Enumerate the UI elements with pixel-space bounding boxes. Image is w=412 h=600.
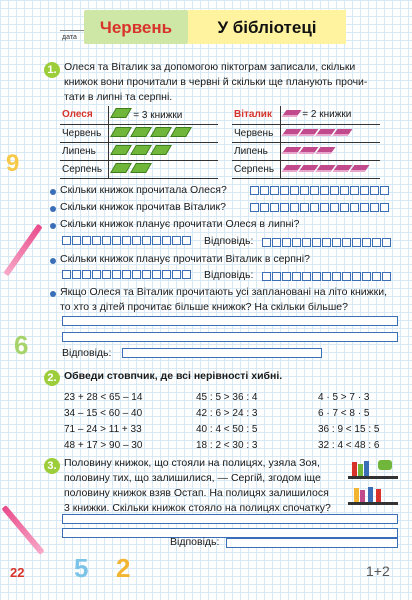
text-line: половину тих, що залишилися, — Сергій, згодом іще bbox=[64, 472, 321, 484]
answer-cell[interactable] bbox=[290, 186, 299, 195]
answer-field[interactable] bbox=[226, 538, 398, 548]
bullet bbox=[50, 291, 56, 297]
inequality: 6 · 7 < 8 · 5 bbox=[318, 408, 370, 419]
month-title: Червень bbox=[99, 18, 173, 37]
answer-cell[interactable] bbox=[272, 238, 281, 247]
answer-cell[interactable] bbox=[112, 270, 121, 279]
answer-cell[interactable] bbox=[62, 236, 71, 245]
inequality: 23 + 28 < 65 – 14 bbox=[64, 392, 143, 403]
answer-cell[interactable] bbox=[92, 270, 101, 279]
question: Скільки книжок прочитала Олеся? bbox=[60, 184, 227, 196]
answer-cell[interactable] bbox=[72, 236, 81, 245]
task-number: 2. bbox=[44, 370, 60, 386]
row-label: Серпень bbox=[232, 160, 280, 178]
answer-cell[interactable] bbox=[182, 270, 191, 279]
answer-cell[interactable] bbox=[380, 203, 389, 212]
olesia-name: Олеся bbox=[60, 106, 108, 124]
vitalik-name: Віталик bbox=[232, 106, 280, 124]
page-number: 22 bbox=[10, 565, 25, 580]
book-icon bbox=[130, 145, 152, 155]
answer-cell[interactable] bbox=[142, 236, 151, 245]
answer-cell[interactable] bbox=[250, 186, 259, 195]
answer-cell[interactable] bbox=[182, 236, 191, 245]
answer-cell[interactable] bbox=[162, 270, 171, 279]
answer-label: Відповідь: bbox=[204, 235, 254, 247]
answer-cell[interactable] bbox=[312, 238, 321, 247]
answer-cell[interactable] bbox=[152, 270, 161, 279]
answer-cell[interactable] bbox=[270, 203, 279, 212]
answer-cell[interactable] bbox=[152, 236, 161, 245]
extra-question bbox=[60, 285, 410, 315]
inequality-column-3[interactable] bbox=[318, 390, 408, 454]
answer-cell[interactable] bbox=[332, 272, 341, 281]
book-icon bbox=[110, 145, 132, 155]
decor-digit-9: 9 bbox=[6, 150, 20, 177]
answer-cell[interactable] bbox=[282, 238, 291, 247]
text-line: то хто з дітей прочитає більше книжок? На скільки більше? bbox=[60, 301, 348, 313]
answer-boxes[interactable] bbox=[62, 236, 192, 245]
answer-cell[interactable] bbox=[162, 236, 171, 245]
answer-boxes[interactable] bbox=[62, 270, 192, 279]
book-icon bbox=[110, 163, 132, 173]
decor-digit-2: 2 bbox=[116, 553, 131, 583]
row-label: Серпень bbox=[60, 160, 108, 178]
answer-cell[interactable] bbox=[330, 186, 339, 195]
answer-cell[interactable] bbox=[372, 238, 381, 247]
book-icon bbox=[110, 127, 132, 137]
olesia-pictogram bbox=[60, 106, 218, 179]
decor-digit-6: 6 bbox=[14, 330, 29, 360]
inequality: 18 : 2 < 30 : 3 bbox=[196, 440, 258, 451]
book-icon bbox=[110, 108, 132, 118]
date-line bbox=[60, 30, 84, 31]
decor-expression: 1+2 bbox=[366, 563, 390, 579]
bookshelf-icon bbox=[346, 456, 400, 508]
answer-cell[interactable] bbox=[310, 203, 319, 212]
answer-cell[interactable] bbox=[350, 186, 359, 195]
book-icon bbox=[170, 127, 192, 137]
answer-cell[interactable] bbox=[272, 272, 281, 281]
answer-cell[interactable] bbox=[112, 236, 121, 245]
bullet bbox=[50, 206, 56, 212]
answer-cell[interactable] bbox=[322, 272, 331, 281]
legend-value: = 3 книжки bbox=[133, 110, 183, 122]
legend-value: = 2 книжки bbox=[302, 109, 352, 121]
answer-cell[interactable] bbox=[320, 186, 329, 195]
answer-cell[interactable] bbox=[262, 238, 271, 247]
question: Скільки книжок планує прочитати Олеся в липні? bbox=[60, 218, 300, 230]
inequality: 42 : 6 > 24 : 3 bbox=[196, 408, 258, 419]
answer-cell[interactable] bbox=[302, 272, 311, 281]
row-label: Липень bbox=[60, 142, 108, 160]
answer-cell[interactable] bbox=[72, 270, 81, 279]
answer-cell[interactable] bbox=[360, 186, 369, 195]
answer-cell[interactable] bbox=[292, 272, 301, 281]
bullet bbox=[50, 189, 56, 195]
answer-cell[interactable] bbox=[362, 238, 371, 247]
bullet bbox=[50, 223, 56, 229]
answer-cell[interactable] bbox=[270, 186, 279, 195]
solution-line[interactable] bbox=[62, 332, 398, 342]
inequality: 36 : 9 < 15 : 5 bbox=[318, 424, 380, 435]
task3-text bbox=[64, 456, 348, 516]
answer-cell[interactable] bbox=[302, 238, 311, 247]
decor-digit-5: 5 bbox=[74, 553, 89, 583]
answer-cell[interactable] bbox=[122, 236, 131, 245]
answer-cell[interactable] bbox=[360, 203, 369, 212]
bullet bbox=[50, 258, 56, 264]
answer-cell[interactable] bbox=[310, 186, 319, 195]
answer-cell[interactable] bbox=[372, 272, 381, 281]
text-line: 3 книжки. Скільки книжок стояло на полицях спочатку? bbox=[64, 502, 331, 514]
topic-title: У бібліотеці bbox=[217, 18, 317, 37]
answer-cell[interactable] bbox=[300, 203, 309, 212]
answer-boxes[interactable] bbox=[262, 272, 392, 281]
answer-cell[interactable] bbox=[142, 270, 151, 279]
pencil-icon bbox=[3, 224, 42, 277]
inequality: 40 : 4 < 50 : 5 bbox=[196, 424, 258, 435]
answer-cell[interactable] bbox=[260, 186, 269, 195]
answer-field[interactable] bbox=[122, 348, 322, 358]
task1-text bbox=[64, 60, 404, 105]
book-icon bbox=[150, 127, 172, 137]
answer-cell[interactable] bbox=[62, 270, 71, 279]
inequality: 45 : 5 > 36 : 4 bbox=[196, 392, 258, 403]
answer-cell[interactable] bbox=[340, 203, 349, 212]
answer-boxes[interactable] bbox=[262, 238, 392, 247]
answer-cell[interactable] bbox=[292, 238, 301, 247]
answer-cell[interactable] bbox=[322, 238, 331, 247]
answer-cell[interactable] bbox=[340, 186, 349, 195]
text-line: книжок вони прочитали в червні й скільки ще планують прочи- bbox=[64, 76, 368, 88]
book-icon bbox=[130, 163, 152, 173]
text-line: Половину книжок, що стояли на полицях, узяла Зоя, bbox=[64, 457, 320, 469]
inequality: 71 – 24 > 11 + 33 bbox=[64, 424, 142, 435]
answer-cell[interactable] bbox=[382, 238, 391, 247]
answer-cell[interactable] bbox=[122, 270, 131, 279]
text-line: тати в липні та серпні. bbox=[64, 91, 173, 103]
inequality: 4 · 5 > 7 · 3 bbox=[318, 392, 370, 403]
answer-cell[interactable] bbox=[370, 186, 379, 195]
answer-cell[interactable] bbox=[82, 270, 91, 279]
vitalik-pictogram bbox=[232, 106, 380, 179]
inequality: 34 – 15 < 60 – 40 bbox=[64, 408, 143, 419]
answer-cell[interactable] bbox=[102, 236, 111, 245]
answer-cell[interactable] bbox=[330, 203, 339, 212]
answer-cell[interactable] bbox=[362, 272, 371, 281]
answer-cell[interactable] bbox=[280, 186, 289, 195]
book-icon bbox=[130, 127, 152, 137]
solution-line[interactable] bbox=[62, 316, 398, 326]
solution-line[interactable] bbox=[62, 528, 398, 538]
solution-line[interactable] bbox=[62, 514, 398, 524]
task2-text: Обведи стовпчик, де всі нерівності хибні. bbox=[64, 370, 283, 382]
answer-cell[interactable] bbox=[132, 270, 141, 279]
answer-cell[interactable] bbox=[312, 272, 321, 281]
answer-cell[interactable] bbox=[320, 203, 329, 212]
answer-cell[interactable] bbox=[352, 238, 361, 247]
row-label: Червень bbox=[232, 124, 280, 142]
task-number: 3. bbox=[44, 458, 60, 474]
answer-cell[interactable] bbox=[82, 236, 91, 245]
answer-cell[interactable] bbox=[172, 270, 181, 279]
answer-cell[interactable] bbox=[350, 203, 359, 212]
answer-cell[interactable] bbox=[300, 186, 309, 195]
row-label: Липень bbox=[232, 142, 280, 160]
date-label: дата bbox=[62, 34, 77, 41]
answer-label: Відповідь: bbox=[62, 347, 112, 359]
book-icon bbox=[281, 110, 301, 117]
pencil-icon bbox=[1, 505, 44, 555]
answer-label: Відповідь: bbox=[204, 269, 254, 281]
inequality: 32 : 4 < 48 : 6 bbox=[318, 440, 380, 451]
row-label: Червень bbox=[60, 124, 108, 142]
answer-cell[interactable] bbox=[102, 270, 111, 279]
answer-cell[interactable] bbox=[352, 272, 361, 281]
answer-cell[interactable] bbox=[132, 236, 141, 245]
inequality-column-2[interactable] bbox=[196, 390, 306, 454]
text-line: Якщо Олеся та Віталик прочитають усі заплановані на літо книжки, bbox=[60, 286, 388, 298]
answer-cell[interactable] bbox=[370, 203, 379, 212]
answer-cell[interactable] bbox=[382, 272, 391, 281]
inequality-column-1[interactable] bbox=[64, 390, 184, 454]
answer-cell[interactable] bbox=[342, 272, 351, 281]
answer-boxes[interactable] bbox=[250, 203, 390, 212]
question: Скільки книжок планує прочитати Віталик в серпні? bbox=[60, 253, 310, 265]
text-line: половину книжок взяв Остап. На полицях залишилося bbox=[64, 487, 329, 499]
answer-cell[interactable] bbox=[290, 203, 299, 212]
answer-label: Відповідь: bbox=[170, 536, 220, 548]
answer-cell[interactable] bbox=[332, 238, 341, 247]
task-number: 1. bbox=[44, 62, 60, 78]
answer-cell[interactable] bbox=[262, 272, 271, 281]
answer-cell[interactable] bbox=[172, 236, 181, 245]
answer-cell[interactable] bbox=[92, 236, 101, 245]
question: Скільки книжок прочитав Віталик? bbox=[60, 201, 226, 213]
inequality: 48 + 17 > 90 – 30 bbox=[64, 440, 143, 451]
answer-cell[interactable] bbox=[342, 238, 351, 247]
text-line: Олеся та Віталик за допомогою піктограм записали, скільки bbox=[64, 61, 356, 73]
answer-cell[interactable] bbox=[282, 272, 291, 281]
answer-cell[interactable] bbox=[380, 186, 389, 195]
book-icon bbox=[150, 145, 172, 155]
answer-cell[interactable] bbox=[260, 203, 269, 212]
answer-cell[interactable] bbox=[280, 203, 289, 212]
answer-boxes[interactable] bbox=[250, 186, 390, 195]
answer-cell[interactable] bbox=[250, 203, 259, 212]
